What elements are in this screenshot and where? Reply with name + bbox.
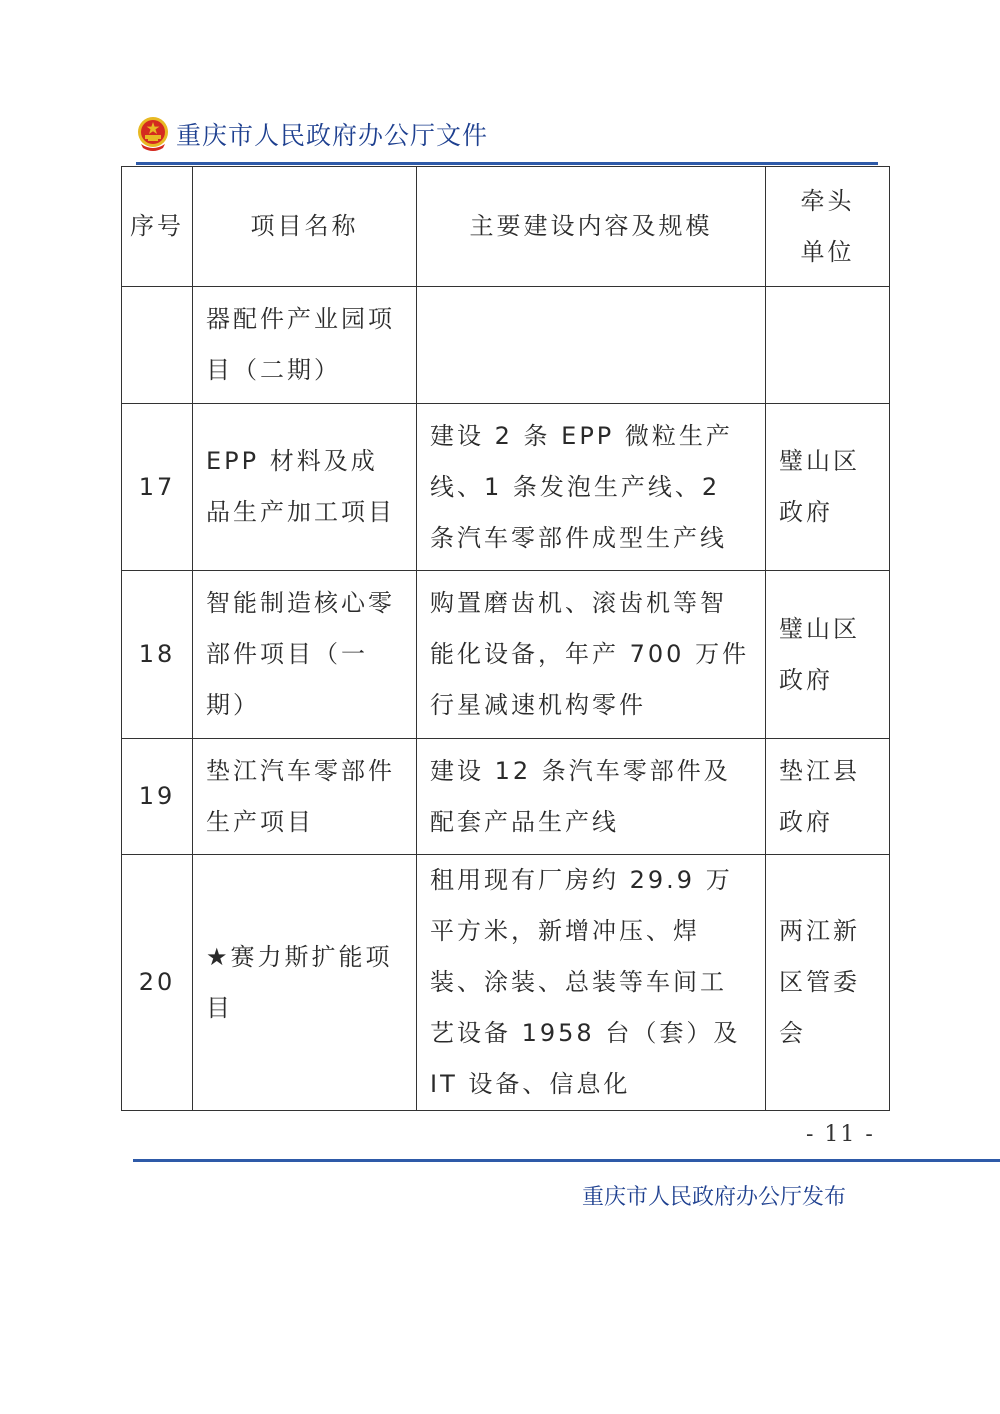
- table-row: [122, 739, 890, 855]
- page-number: - 11 -: [806, 1122, 875, 1147]
- row-content: 租用现有厂房约 29.9 万平方米，新增冲压、焊装、涂装、总装等车间工艺设备 1958 台（套）及 IT 设备、信息化: [417, 855, 766, 1111]
- row-project-name: 垫江汽车零部件生产项目: [193, 739, 417, 855]
- row-project-name: 智能制造核心零部件项目（一期）: [193, 571, 417, 739]
- column-header-num: 序号: [122, 167, 193, 287]
- row-project-name: 器配件产业园项目（二期）: [193, 287, 417, 404]
- table-row: [122, 855, 890, 1111]
- table-row: [122, 571, 890, 739]
- row-lead-unit: 两江新区管委会: [766, 855, 890, 1111]
- national-emblem-icon: [136, 116, 170, 152]
- table-row: [122, 287, 890, 404]
- row-lead-unit: [766, 287, 890, 404]
- row-num: 18: [122, 571, 193, 739]
- project-table: [121, 166, 890, 1111]
- row-num: [122, 287, 193, 404]
- row-lead-unit: 垫江县政府: [766, 739, 890, 855]
- row-num: 19: [122, 739, 193, 855]
- column-header-name: 项目名称: [193, 167, 417, 287]
- column-header-lead: 牵头单位: [766, 167, 890, 287]
- footer-publisher: 重庆市人民政府办公厅发布: [582, 1185, 847, 1210]
- table-row: [122, 404, 890, 571]
- column-header-content: 主要建设内容及规模: [417, 167, 766, 287]
- row-num: 20: [122, 855, 193, 1111]
- table-header-row: [122, 167, 890, 287]
- row-lead-unit: 璧山区政府: [766, 571, 890, 739]
- header-divider: [136, 162, 878, 165]
- row-lead-unit: 璧山区政府: [766, 404, 890, 571]
- row-project-name: ★赛力斯扩能项目: [193, 855, 417, 1111]
- row-project-name: EPP 材料及成品生产加工项目: [193, 404, 417, 571]
- header-title: 重庆市人民政府办公厅文件: [176, 121, 489, 150]
- document-header: [136, 112, 488, 156]
- row-num: 17: [122, 404, 193, 571]
- row-content: 建设 12 条汽车零部件及配套产品生产线: [417, 739, 766, 855]
- row-content: 购置磨齿机、滚齿机等智能化设备，年产 700 万件行星减速机构零件: [417, 571, 766, 739]
- row-content: [417, 287, 766, 404]
- footer-divider: [133, 1159, 1000, 1162]
- row-content: 建设 2 条 EPP 微粒生产线、1 条发泡生产线、2 条汽车零部件成型生产线: [417, 404, 766, 571]
